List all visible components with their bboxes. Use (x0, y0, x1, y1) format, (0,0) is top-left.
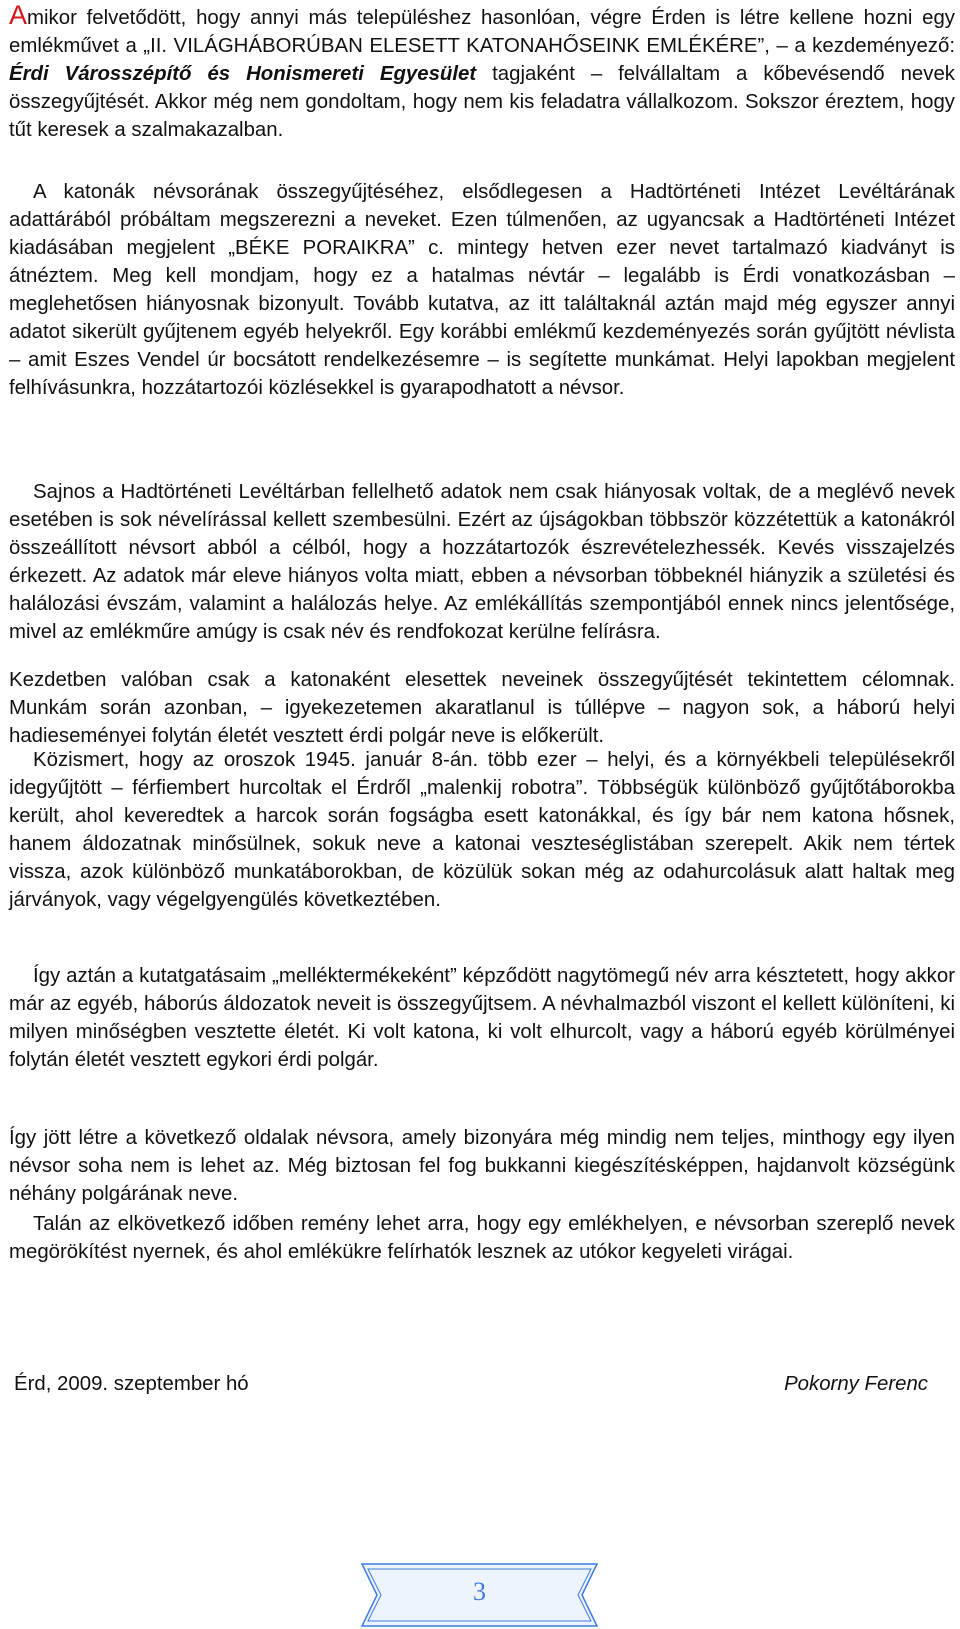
paragraph-corrections (9, 478, 955, 646)
paragraph-scope (9, 666, 955, 750)
paragraph-sources-text: A katonák névsorának összegyűjtéséhez, elsődlegesen a Hadtörténeti Intézet Levéltárának adattárából próbáltam megszerezni a neveket. Ezen túlmenően, az ugyancsak a Hadtörténeti Intézet kiadásában megjelent „BÉKE PORAIKRA” c. mintegy hetven ezer nevet tartalmazó kiadványt is átnéztem. Meg kell mondjam, hogy ez a hatalmas névtár – legalább is Érdi vonatkozásban – meglehetősen hiányosnak bizonyult. Tovább kutatva, az itt találtaknál aztán majd még egyszer annyi adatot sikerült gyűjtenem egyéb helyekről. Egy korábbi emlékmű kezdeményezés során gyűjtött névlista – amit Eszes Vendel úr bocsátott rendelkezésemre – is segítette munkámat. Helyi lapokban megjelent felhívásunkra, hozzátartozói közlésekkel is gyarapodhatott a névsor. (9, 181, 955, 399)
paragraph-list-origin (9, 1124, 955, 1208)
paragraph-intro (9, 0, 955, 144)
paragraph-corrections-text: Sajnos a Hadtörténeti Levéltárban fellelhető adatok nem csak hiányosak voltak, de a meglévő nevek esetében is sok névelírással kellett szembesülni. Ezért az újságokban többször közzétettük a katonákról összeállított névsort abból a célból, hogy a hozzátartozók észrevételezhessék. Kevés visszajelzés érkezett. Az adatok már eleve hiányos volta miatt, ebben a névsorban többeknél hiányzik a születési és halálozási évszám, valamint a halálozás helye. Az emlékállítás szempontjából ennek nincs jelentősége, mivel az emlékműre amúgy is csak név és rendfokozat kerülne felírásra. (9, 481, 955, 643)
place-and-date: Érd, 2009. szeptember hó (14, 1373, 249, 1395)
drop-cap: A (9, 0, 28, 30)
paragraph-hope-text: Talán az elkövetkező időben remény lehet arra, hogy egy emlékhelyen, e névsorban szereplő nevek megörökítést nyernek, és ahol emlékükre felírhatók lesznek az utókor kegyeleti virágai. (9, 1213, 955, 1263)
association-name: Érdi Városszépítő és Honismereti Egyesület (9, 63, 477, 85)
paragraph-intro-text-1: mikor felvetődött, hogy annyi más településhez hasonlóan, végre Érden is létre kellene hozni egy emlékművet a „II. VILÁGHÁBORÚBAN ELESETT KATONAHŐSEINK EMLÉKÉRE”, – a kezdeményező: (9, 7, 955, 57)
paragraph-deportation-text: Közismert, hogy az oroszok 1945. január 8-án. több ezer – helyi, és a környékbeli településekről idegyűjtött – férfiembert hurcoltak el Érdről „malenkij robotra”. Többségük különböző gyűjtőtáborokba került, ahol keveredtek a harcok során fogságba esett katonákkal, és így bár nem katona hősnek, hanem áldozatnak minősülnek, sokuk neve a katonai veszteséglistában szerepelt. Akik nem tértek vissza, azok különböző munkatáborokban, de közülük sokan még az odahurcolásuk alatt haltak meg járványok, vagy végelgyengülés következtében. (9, 749, 955, 911)
paragraph-sources (9, 178, 955, 402)
page-number: 3 (473, 1577, 486, 1606)
paragraph-victims-text: Így aztán a kutatgatásaim „melléktermékeként” képződött nagytömegű név arra késztetett, hogy akkor már az egyéb, háborús áldozatok neveit is összegyűjtsem. A névhalmazból viszont el kellett különíteni, ki milyen minőségben vesztette életét. Ki volt katona, ki volt elhurcolt, vagy a háború egyéb körülményei folytán életét vesztett egykori érdi polgár. (9, 965, 955, 1071)
author-signature: Pokorny Ferenc (784, 1373, 928, 1395)
paragraph-victims (9, 962, 955, 1074)
paragraph-deportation (9, 746, 955, 914)
paragraph-hope (9, 1210, 955, 1266)
paragraph-list-origin-text: Így jött létre a következő oldalak névsora, amely bizonyára még mindig nem teljes, minthogy egy ilyen névsor soha nem is lehet az. Még biztosan fel fog bukkanni kiegészítésképpen, hajdanvolt községünk néhány polgárának neve. (9, 1127, 955, 1205)
paragraph-intro-text-2: tagjaként – felvállaltam a kőbevésendő nevek összegyűjtését. Akkor még nem gondoltam, hogy nem kis feladatra vállalkozom. Sokszor éreztem, hogy tűt keresek a szalmakazalban. (9, 63, 955, 141)
paragraph-scope-text: Kezdetben valóban csak a katonaként elesettek neveinek összegyűjtését tekintettem célomnak. Munkám során azonban, – igyekezetemen akaratlanul is túllépve – nagyon sok, a háború helyi hadieseményei folytán életét vesztett érdi polgár neve is előkerült. (9, 669, 955, 747)
